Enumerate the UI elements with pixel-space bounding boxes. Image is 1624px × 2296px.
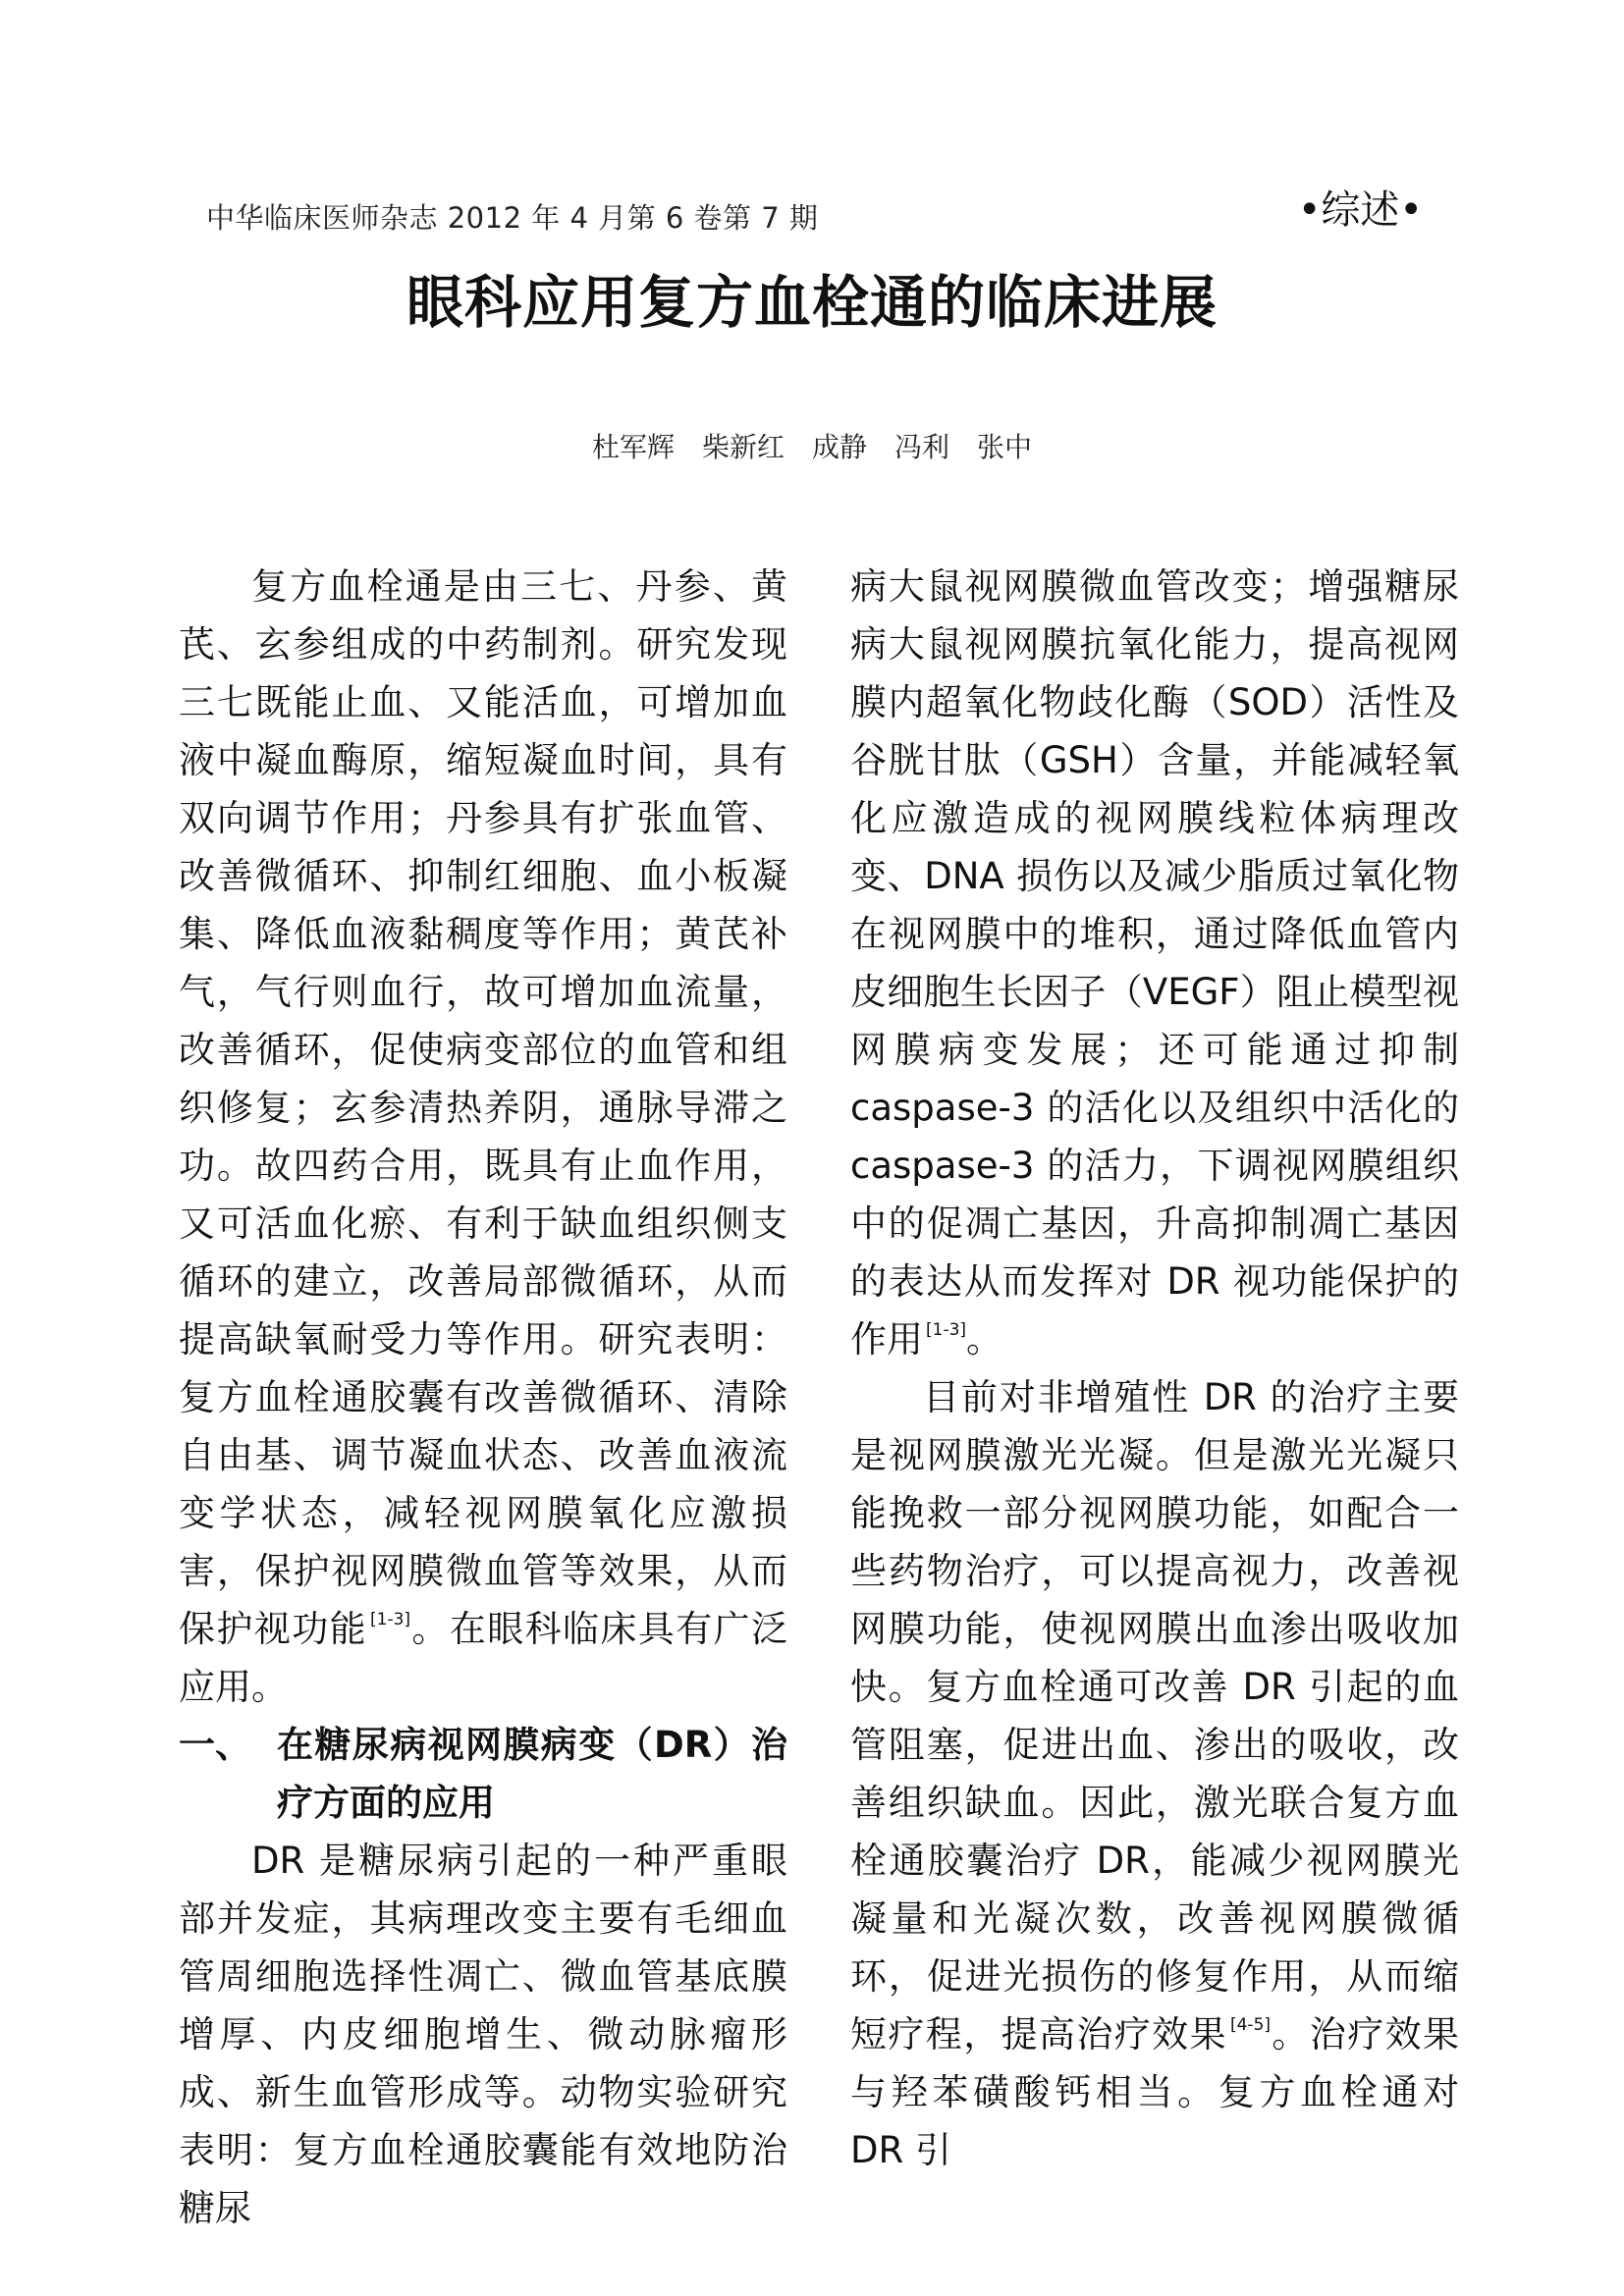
- dr-text: DR 是糖尿病引起的一种严重眼部并发症，其病理改变主要有毛细血管周细胞选择性凋亡、微血管基底膜增厚、内皮细胞增生、微动脉瘤形成、新生血管形成等。动物实验研究表明：复方血栓通胶囊能有效地防治糖尿: [179, 1840, 787, 2229]
- journal-info: 中华临床医师杂志 2012 年 4 月第 6 卷第 7 期: [206, 201, 819, 235]
- article-title: 眼科应用复方血栓通的临床进展: [406, 269, 1218, 336]
- author-list: 杜军辉 柴新红 成静 冯利 张中: [591, 431, 1032, 463]
- dr-paragraph: [179, 1832, 787, 2237]
- section-heading: [179, 1716, 787, 1832]
- section-tag: •综述•: [1297, 187, 1423, 233]
- left-column: [179, 558, 787, 2237]
- laser-text: 目前对非增殖性 DR 的治疗主要是视网膜激光光凝。但是激光光凝只能挽救一部分视网膜功能，如配合一些药物治疗，可以提高视力，改善视网膜功能，使视网膜出血渗出吸收加快。复方血栓通可改善 DR 引起的血管阻塞，促进出血、渗出的吸收，改善组织缺血。因此，激光联合复方血栓通胶囊治疗 DR，能减少视网膜光凝量和光凝次数，改善视网膜微循环，促进光损伤的修复作用，从而缩短疗程，提高治疗效果: [850, 1376, 1459, 2056]
- intro-paragraph: [179, 558, 787, 1716]
- intro-text: 复方血栓通是由三七、丹参、黄芪、玄参组成的中药制剂。研究发现三七既能止血、又能活血，可增加血液中凝血酶原，缩短凝血时间，具有双向调节作用；丹参具有扩张血管、改善微循环、抑制红细胞、血小板凝集、降低血液黏稠度等作用；黄芪补气，气行则血行，故可增加血流量，改善循环，促使病变部位的血管和组织修复；玄参清热养阴，通脉导滞之功。故四药合用，既具有止血作用，又可活血化瘀、有利于缺血组织侧支循环的建立，改善局部微循环，从而提高缺氧耐受力等作用。研究表明：复方血栓通胶囊有改善微循环、清除自由基、调节凝血状态、改善血液流变学状态，减轻视网膜氧化应激损害，保护视网膜微血管等效果，从而保护视功能: [179, 565, 787, 1650]
- citation: [1-3]: [926, 1319, 967, 1340]
- section-number: 一、: [179, 1724, 251, 1766]
- intro-text-end: 。在眼科临床具有广泛应用。: [179, 1608, 788, 1708]
- dr-paragraph-continued: [850, 558, 1459, 1368]
- citation: [1-3]: [370, 1609, 411, 1629]
- dr-text-end: 。: [966, 1318, 1003, 1361]
- section-title: 在糖尿病视网膜病变（DR）治疗方面的应用: [277, 1724, 787, 1824]
- laser-text-end: 。治疗效果与羟苯磺酸钙相当。复方血栓通对 DR 引: [850, 2013, 1460, 2171]
- dr-continued-text: 病大鼠视网膜微血管改变；增强糖尿病大鼠视网膜抗氧化能力，提高视网膜内超氧化物歧化酶（SOD）活性及谷胱甘肽（GSH）含量，并能减轻氧化应激造成的视网膜线粒体病理改变、DNA 损伤以及减少脂质过氧化物在视网膜中的堆积，通过降低血管内皮细胞生长因子（VEGF）阻止模型视网膜病变发展；还可能通过抑制 caspase-3 的活化以及组织中活化的 caspase-3 的活力，下调视网膜组织中的促凋亡基因，升高抑制凋亡基因的表达从而发挥对 DR 视功能保护的作用: [850, 565, 1459, 1361]
- right-column: [850, 558, 1459, 2179]
- laser-paragraph: [850, 1368, 1459, 2179]
- citation: [4-5]: [1229, 2014, 1272, 2035]
